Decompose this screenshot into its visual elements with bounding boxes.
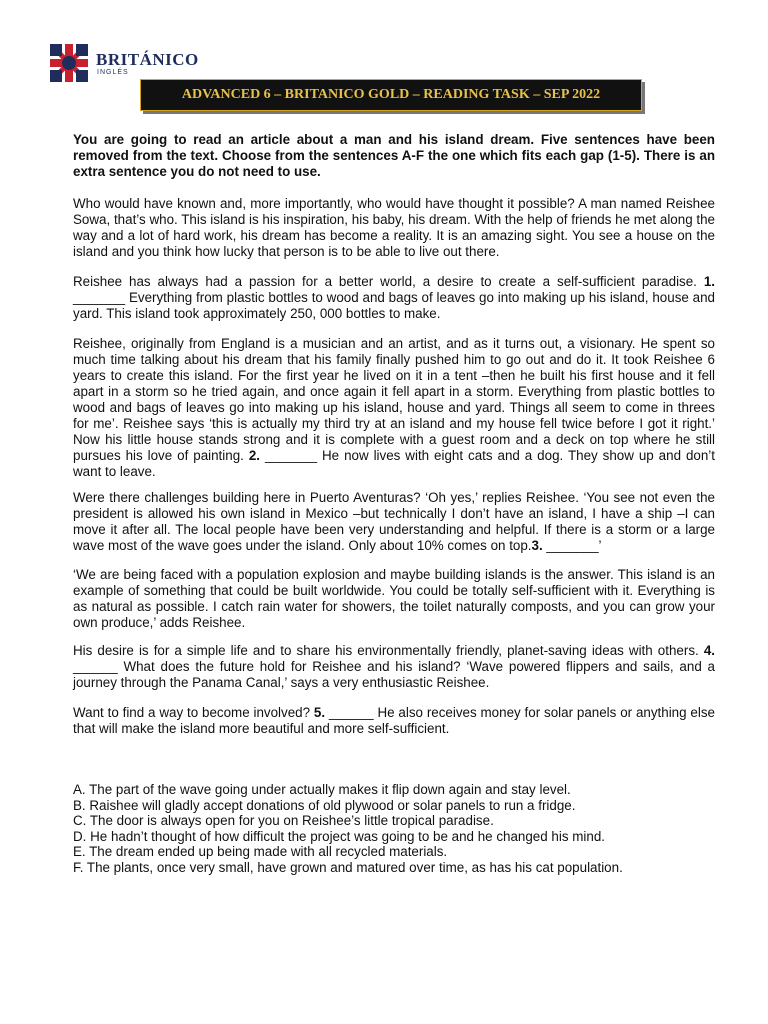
option-a: A. The part of the wave going under actually makes it flip down again and stay level.	[73, 782, 571, 797]
paragraph-2-text-b: _______ Everything from plastic bottles to wood and bags of leaves go into making up his island, house and yard. This island took approximately 250, 000 bottles to make.	[73, 290, 715, 321]
paragraph-2	[73, 274, 715, 322]
title-banner	[140, 79, 642, 111]
paragraph-1	[73, 196, 715, 260]
option-b: B. Raishee will gladly accept donations of old plywood or solar panels to run a fridge.	[73, 797, 576, 813]
paragraph-3-text-b: _______ He now lives with eight cats and a dog. They show up and don’t want to leave.	[73, 448, 715, 479]
option-f: F. The plants, once very small, have grown and matured over time, as has his cat population.	[73, 859, 623, 875]
paragraph-7-text-b: ______ He also receives money for solar panels or anything else that will make the island more beautiful and more self-sufficient.	[73, 705, 715, 736]
gap-1-number: 1.	[703, 274, 715, 289]
union-jack-lion-icon	[50, 44, 88, 82]
paragraph-2-text-a: Reishee has always had a passion for a better world, a desire to create a self-sufficient paradise.	[73, 274, 697, 289]
paragraph-4-text-b: _______’	[542, 538, 602, 553]
gap-3-number: 3.	[531, 538, 543, 553]
paragraph-6	[73, 643, 715, 691]
banner-title: ADVANCED 6 – BRITANICO GOLD – READING TASK – SEP 2022	[181, 87, 601, 102]
option-c: C. The door is always open for you on Reishee’s little tropical paradise.	[73, 813, 494, 828]
paragraph-6-text-b: ______ What does the future hold for Reishee and his island? ‘Wave powered flippers and sails, and a journey through the Panama Canal,’ says a very enthusiastic Reishee.	[73, 659, 715, 690]
paragraph-1-text: Who would have known and, more importantly, who would have thought it possible? A man named Reishee Sowa, that’s who. This island is his inspiration, his baby, his dream. With the help of friends he met along the way and a lot of hard work, his dream has become a reality. It is an amazing sight. You see a house on the island and you think how lucky that person is to be able to live out there.	[73, 196, 715, 259]
britanico-logo	[50, 44, 199, 84]
paragraph-7-text-a: Want to find a way to become involved?	[73, 705, 311, 720]
paragraph-7	[73, 705, 715, 737]
paragraph-6-text-a: His desire is for a simple life and to share his environmentally friendly, planet-saving ideas with others.	[73, 643, 699, 658]
paragraph-3	[73, 336, 715, 480]
paragraph-4	[73, 490, 715, 554]
paragraph-5	[73, 567, 715, 631]
paragraph-3-text-a: Reishee, originally from England is a musician and an artist, and as it turns out, a visionary. He spent so much time talking about his dream that his family finally pushed him to go out and do it. It took Reishee 6 years to create this island. For the first year he lived on it in a tent –then he built his first house and it fell apart in a storm so he tried again, and once again it fell apart in a storm. Everything from plastic bottles to wood and bags of leaves go into making up his island, house and yard. Things all seem to come in threes for me’. Reishee says ‘this is actually my third try at an island and my house fell twice before I got it right.’ Now his little house stands strong and it is complete with a guest room and a deck on top where he still pursues his love of painting.	[73, 336, 715, 463]
answer-options	[73, 782, 715, 875]
paragraph-4-text-a: Were there challenges building here in Puerto Aventuras? ‘Oh yes,’ replies Reishee. ‘You see not even the president is allowed his own island in Mexico –but technically I don’t have an island, I have a ship –I can move it after all. The local people have been very understanding and helpful. If there is a storm or a large wave most of the wave goes under the island. Only about 10% comes on top.	[73, 490, 715, 553]
gap-5-number: 5.	[313, 705, 326, 720]
option-e: E. The dream ended up being made with all recycled materials.	[73, 844, 448, 859]
instructions	[73, 132, 715, 180]
brand-subtitle: INGLÉS	[97, 69, 129, 76]
brand-name: BRITÁNICO	[96, 50, 199, 69]
gap-4-number: 4.	[703, 643, 715, 658]
instructions-text: You are going to read an article about a man and his island dream. Five sentences have been removed from the text. Choose from the sentences A-F the one which fits each gap (1-5). There is an extra sentence you do not need to use.	[73, 132, 715, 179]
gap-2-number: 2.	[248, 448, 260, 463]
paragraph-5-text: ‘We are being faced with a population explosion and maybe building islands is the answer. This island is an example of something that could be built worldwide. You could be totally self-sufficient with it. Everything is as natural as possible. I catch rain water for showers, the toilet naturally composts, and you can grow your own produce,’ adds Reishee.	[73, 567, 715, 630]
option-d: D. He hadn’t thought of how difficult the project was going to be and he changed his mind.	[73, 828, 606, 844]
